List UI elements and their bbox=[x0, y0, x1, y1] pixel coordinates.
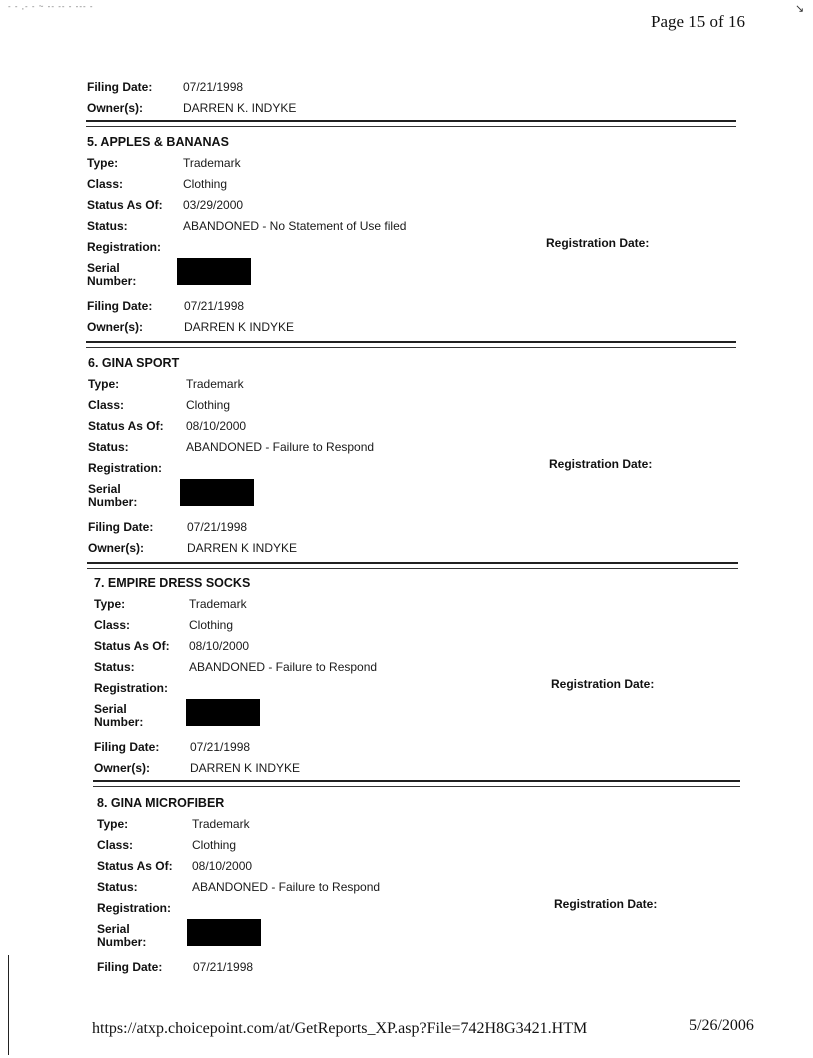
status-as-of-label: Status As Of: bbox=[88, 419, 164, 433]
filing-date-label: Filing Date: bbox=[88, 520, 154, 534]
type-value: Trademark bbox=[186, 377, 244, 391]
status-value: ABANDONED - Failure to Respond bbox=[186, 440, 375, 454]
footer-date: 5/26/2006 bbox=[689, 1017, 754, 1034]
trademark-record-8 bbox=[97, 792, 747, 978]
filing-date-row bbox=[94, 737, 744, 758]
filing-date-value: 07/21/1998 bbox=[183, 80, 244, 94]
scan-corner-mark: ↘ bbox=[795, 3, 805, 15]
type-row bbox=[88, 374, 738, 395]
record-divider bbox=[86, 120, 736, 127]
class-value: Clothing bbox=[189, 618, 234, 632]
filing-date-label: Filing Date: bbox=[94, 740, 160, 754]
registration-date-label: Registration Date: bbox=[554, 897, 658, 911]
owner-row bbox=[87, 98, 737, 119]
class-label: Class: bbox=[87, 177, 124, 191]
status-as-of-row bbox=[88, 416, 738, 437]
status-as-of-row bbox=[97, 856, 747, 877]
status-as-of-value: 03/29/2000 bbox=[183, 198, 244, 212]
filing-date-value: 07/21/1998 bbox=[193, 960, 254, 974]
record-divider bbox=[86, 341, 736, 348]
type-row bbox=[94, 594, 744, 615]
serial-number-row bbox=[88, 479, 738, 517]
status-as-of-value: 08/10/2000 bbox=[186, 419, 247, 433]
owner-label: Owner(s): bbox=[88, 541, 145, 555]
registration-label: Registration: bbox=[94, 681, 169, 695]
filing-date-value: 07/21/1998 bbox=[184, 299, 245, 313]
type-label: Type: bbox=[87, 156, 119, 170]
status-as-of-row bbox=[94, 636, 744, 657]
serial-number-row bbox=[94, 699, 744, 737]
class-value: Clothing bbox=[186, 398, 231, 412]
status-label: Status: bbox=[94, 660, 135, 674]
filing-date-row bbox=[97, 957, 747, 978]
serial-number-label: Serial Number: bbox=[87, 261, 137, 288]
registration-row bbox=[88, 458, 738, 479]
registration-date-label: Registration Date: bbox=[546, 236, 650, 250]
scan-artifact-marks: - - ,- - ~ -- -- - --- - bbox=[8, 2, 94, 11]
filing-date-value: 07/21/1998 bbox=[187, 520, 248, 534]
trademark-record-6 bbox=[88, 352, 738, 559]
type-value: Trademark bbox=[183, 156, 241, 170]
filing-date-row bbox=[87, 296, 737, 317]
status-as-of-value: 08/10/2000 bbox=[192, 859, 253, 873]
serial-number-row bbox=[97, 919, 747, 957]
owner-value: DARREN K INDYKE bbox=[187, 541, 298, 555]
record-divider bbox=[93, 780, 740, 787]
filing-date-label: Filing Date: bbox=[87, 299, 153, 313]
record-title: 5. APPLES & BANANAS bbox=[87, 135, 229, 149]
type-row bbox=[87, 153, 737, 174]
status-value: ABANDONED - No Statement of Use filed bbox=[183, 219, 407, 233]
record-title: 6. GINA SPORT bbox=[88, 356, 180, 370]
class-label: Class: bbox=[88, 398, 125, 412]
redaction-block bbox=[177, 258, 251, 285]
status-as-of-row bbox=[87, 195, 737, 216]
page-number: Page 15 of 16 bbox=[651, 12, 745, 31]
type-value: Trademark bbox=[192, 817, 250, 831]
registration-row bbox=[94, 678, 744, 699]
record-carryover bbox=[87, 77, 737, 119]
serial-number-row bbox=[87, 258, 737, 296]
filing-date-label: Filing Date: bbox=[87, 80, 153, 94]
type-row bbox=[97, 814, 747, 835]
owner-row bbox=[87, 317, 737, 338]
registration-date-label: Registration Date: bbox=[551, 677, 655, 691]
status-label: Status: bbox=[87, 219, 128, 233]
type-label: Type: bbox=[88, 377, 120, 391]
type-label: Type: bbox=[94, 597, 126, 611]
registration-label: Registration: bbox=[88, 461, 163, 475]
type-value: Trademark bbox=[189, 597, 247, 611]
owner-label: Owner(s): bbox=[87, 320, 144, 334]
class-row bbox=[87, 174, 737, 195]
registration-date-label: Registration Date: bbox=[549, 457, 653, 471]
owner-row bbox=[88, 538, 738, 559]
class-value: Clothing bbox=[183, 177, 228, 191]
registration-row bbox=[87, 237, 737, 258]
owner-label: Owner(s): bbox=[94, 761, 151, 775]
trademark-record-5 bbox=[87, 131, 737, 338]
trademark-record-7 bbox=[94, 572, 744, 779]
record-title: 8. GINA MICROFIBER bbox=[97, 796, 225, 810]
owner-label: Owner(s): bbox=[87, 101, 144, 115]
class-row bbox=[97, 835, 747, 856]
status-label: Status: bbox=[88, 440, 129, 454]
status-as-of-label: Status As Of: bbox=[97, 859, 173, 873]
serial-number-label: Serial Number: bbox=[88, 482, 138, 509]
status-value: ABANDONED - Failure to Respond bbox=[189, 660, 378, 674]
serial-number-label: Serial Number: bbox=[97, 922, 147, 949]
filing-date-row bbox=[87, 77, 737, 98]
class-label: Class: bbox=[94, 618, 131, 632]
owner-value: DARREN K INDYKE bbox=[184, 320, 295, 334]
status-as-of-label: Status As Of: bbox=[87, 198, 163, 212]
type-label: Type: bbox=[97, 817, 129, 831]
filing-date-value: 07/21/1998 bbox=[190, 740, 251, 754]
record-divider bbox=[87, 562, 738, 569]
class-row bbox=[88, 395, 738, 416]
class-label: Class: bbox=[97, 838, 134, 852]
redaction-block bbox=[180, 479, 254, 506]
status-as-of-label: Status As Of: bbox=[94, 639, 170, 653]
filing-date-label: Filing Date: bbox=[97, 960, 163, 974]
record-title: 7. EMPIRE DRESS SOCKS bbox=[94, 576, 251, 590]
redaction-block bbox=[186, 699, 260, 726]
status-value: ABANDONED - Failure to Respond bbox=[192, 880, 381, 894]
registration-label: Registration: bbox=[97, 901, 172, 915]
class-row bbox=[94, 615, 744, 636]
status-as-of-value: 08/10/2000 bbox=[189, 639, 250, 653]
footer-url: https://atxp.choicepoint.com/at/GetReports_XP.asp?File=742H8G3421.HTM bbox=[92, 1020, 588, 1037]
filing-date-row bbox=[88, 517, 738, 538]
class-value: Clothing bbox=[192, 838, 237, 852]
redaction-block bbox=[187, 919, 261, 946]
status-label: Status: bbox=[97, 880, 138, 894]
owner-value: DARREN K. INDYKE bbox=[183, 101, 297, 115]
registration-label: Registration: bbox=[87, 240, 162, 254]
owner-value: DARREN K INDYKE bbox=[190, 761, 301, 775]
scan-binder-line bbox=[8, 955, 9, 1055]
owner-row bbox=[94, 758, 744, 779]
registration-row bbox=[97, 898, 747, 919]
serial-number-label: Serial Number: bbox=[94, 702, 144, 729]
